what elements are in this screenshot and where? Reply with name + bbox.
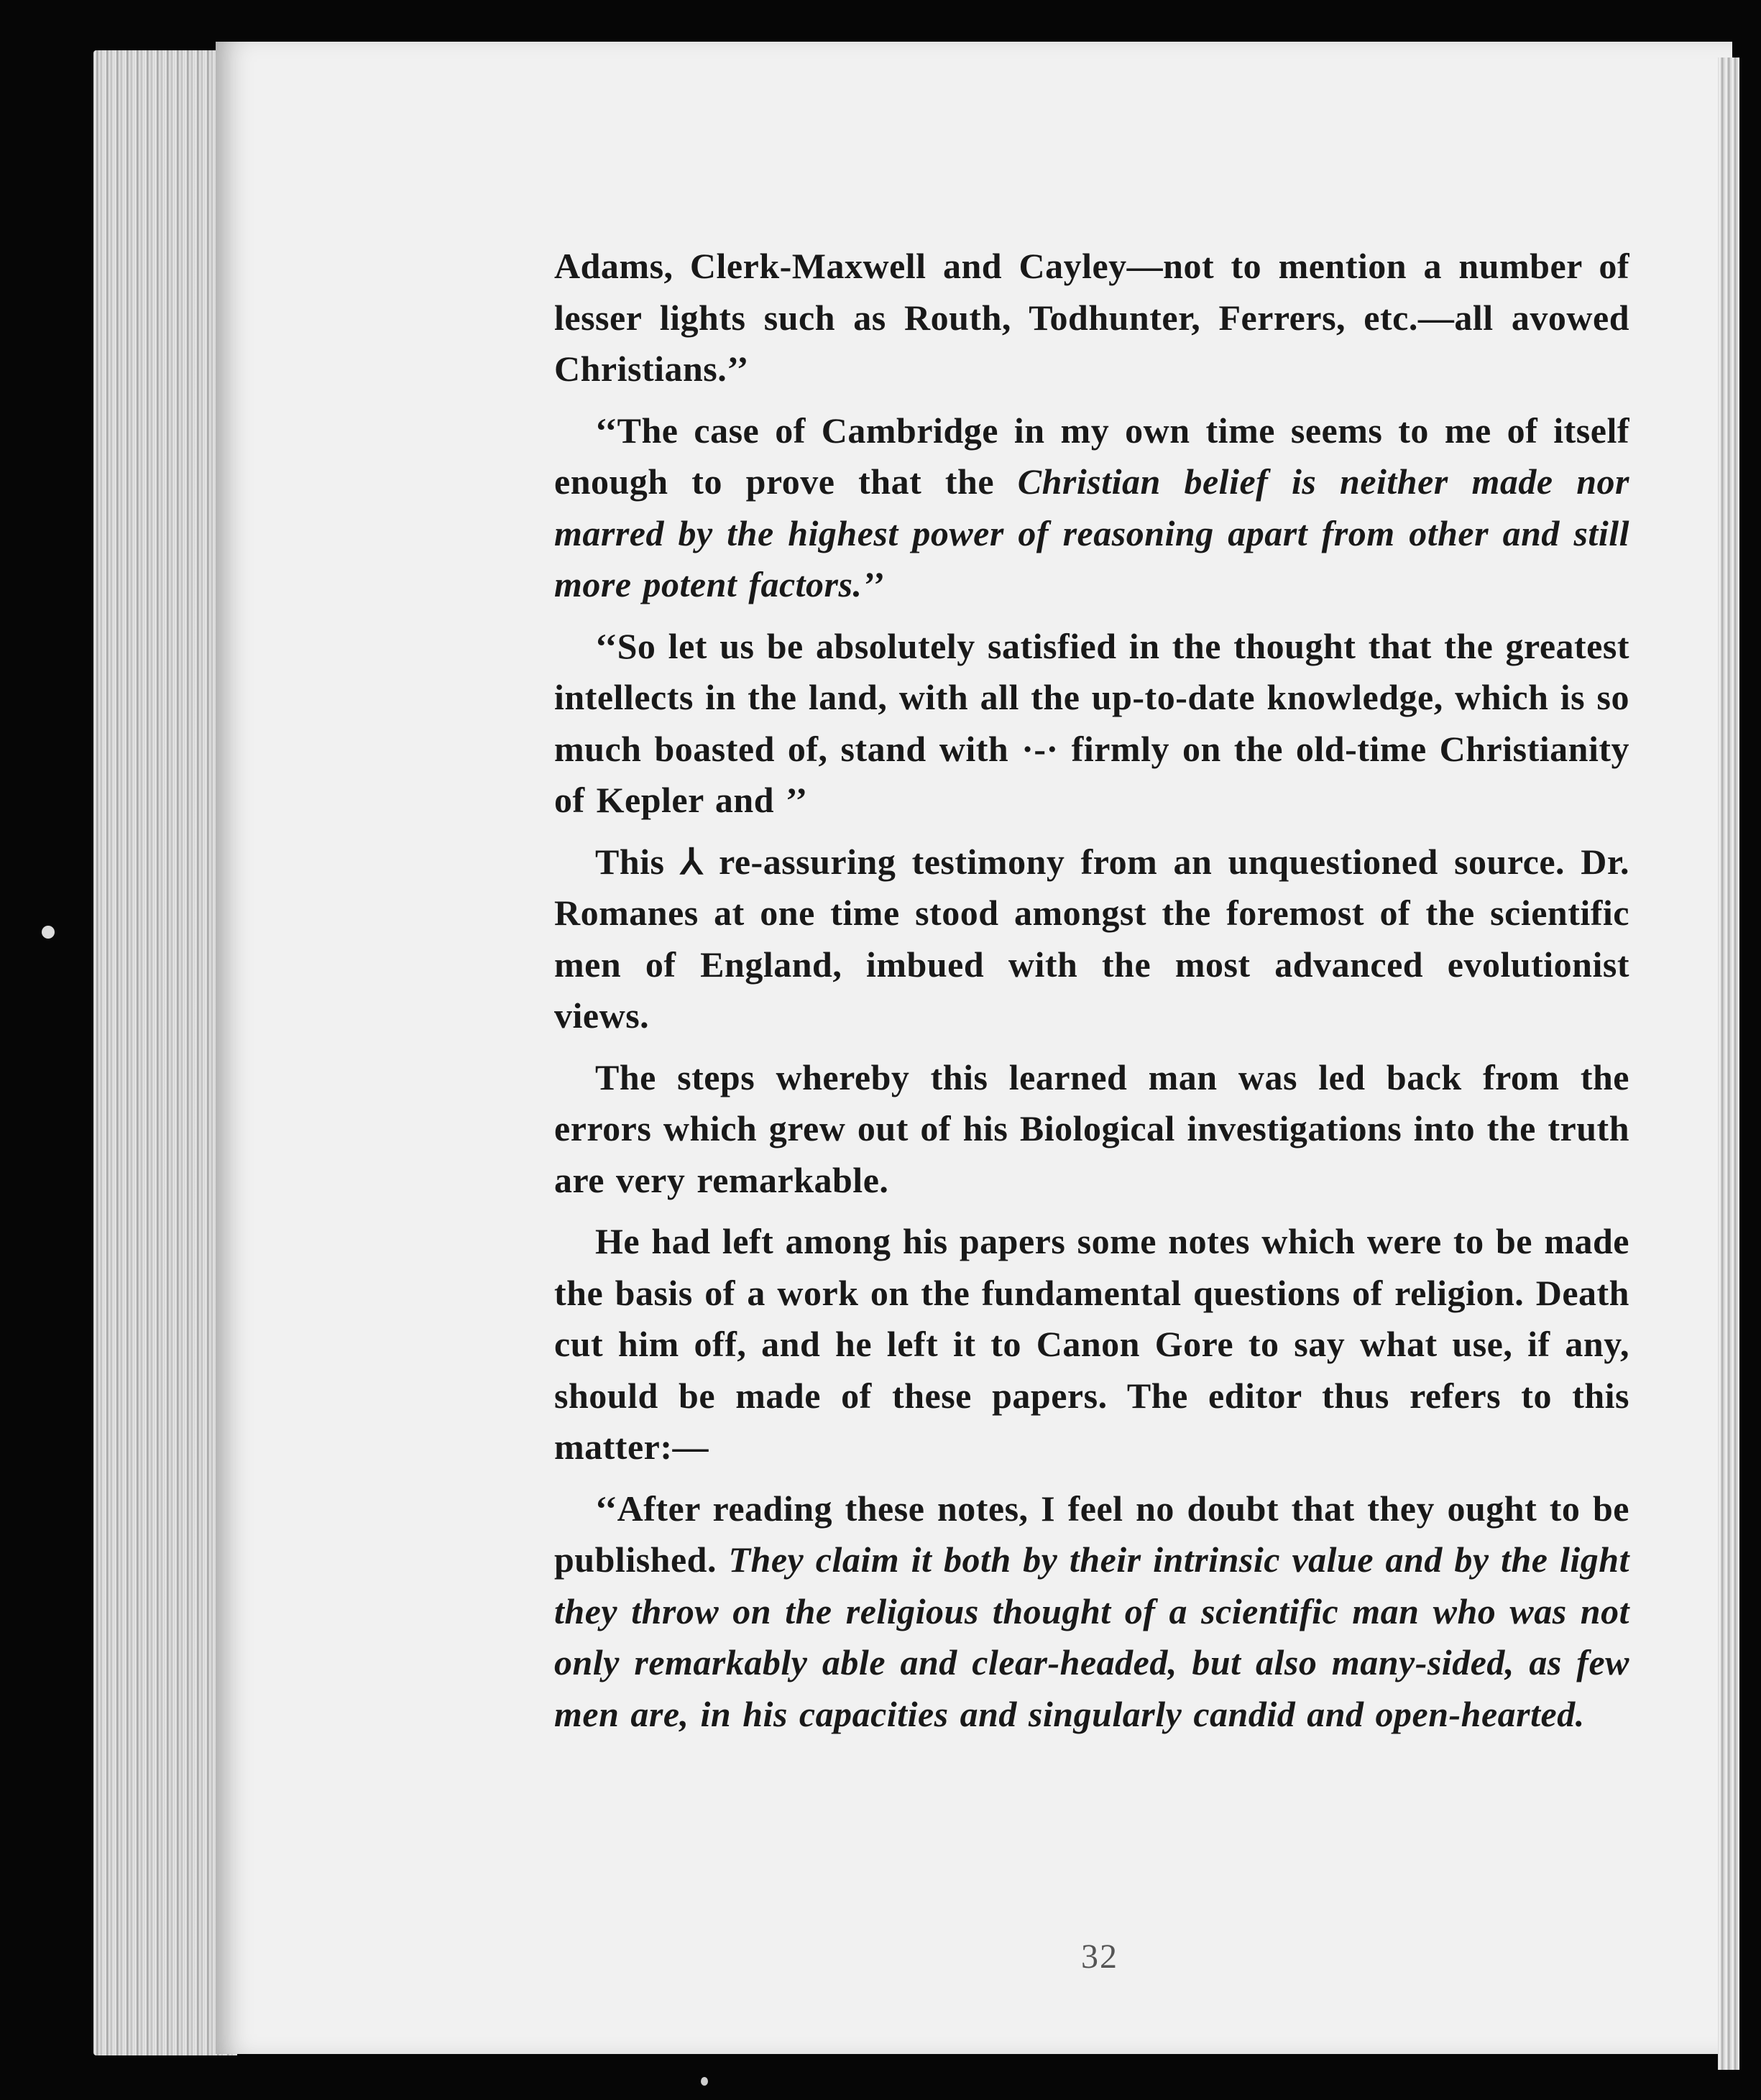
paragraph xyxy=(554,1216,1629,1473)
paragraph xyxy=(554,837,1629,1042)
bold-text: He had left among his papers some notes which were to be made the basis of a work on the fundamental questions of religion. Death cut him off, and he left it to Canon Gore to say what use, if any, should be made of these papers. The editor thus refers to this matter:— xyxy=(554,1221,1629,1467)
paragraph xyxy=(554,241,1629,395)
bold-text: ‘‘After reading these notes, I feel no doubt that they ought to be published. xyxy=(554,1488,1629,1580)
paragraph xyxy=(554,621,1629,826)
scan-speck xyxy=(701,2077,708,2086)
bold-text: The steps whereby this learned man was led back from the errors which grew out of his Biological investigations into the truth are very remarkable. xyxy=(554,1056,1629,1200)
bold-text: ‘‘The case of Cambridge in my own time seems to me of itself enough to prove that the xyxy=(554,410,1629,502)
body-text xyxy=(554,241,1629,1750)
bold-text: Adams, Clerk-Maxwell and Cayley—not to mention a number of lesser lights such as Routh, Todhunter, Ferrers, etc.—all avowed Christians.’’ xyxy=(554,246,1629,389)
paragraph xyxy=(554,1483,1629,1741)
bold-text: This ⅄ re-assuring testimony from an unquestioned source. Dr. Romanes at one time stood amongst the foremost of the scientific men of England, imbued with the most advanced evolutionist views. xyxy=(554,841,1629,1036)
italic-text: They claim it both by their intrinsic value and by the light they throw on the religious thought of a scientific man who was not only remarkably able and clear-headed, but also many-sided, as few men are, in his capacities and singularly candid and open-hearted. xyxy=(554,1539,1629,1734)
page-number: 32 xyxy=(1081,1938,1118,1976)
paragraph xyxy=(554,405,1629,611)
bold-text: ‘‘So let us be absolutely satisfied in the thought that the greatest intellects in the land, with all the up-to-date knowledge, which is so much boasted of, stand with ·-· firmly on the old-time Christianity of Kepler and ’’ xyxy=(554,625,1629,820)
scan-speck xyxy=(42,926,55,939)
paragraph xyxy=(554,1052,1629,1207)
italic-text: Christian belief is neither made nor marred by the highest power of reasoning apart from other and still more potent factors.’’ xyxy=(554,461,1629,604)
book-right-edge xyxy=(1718,57,1739,2070)
